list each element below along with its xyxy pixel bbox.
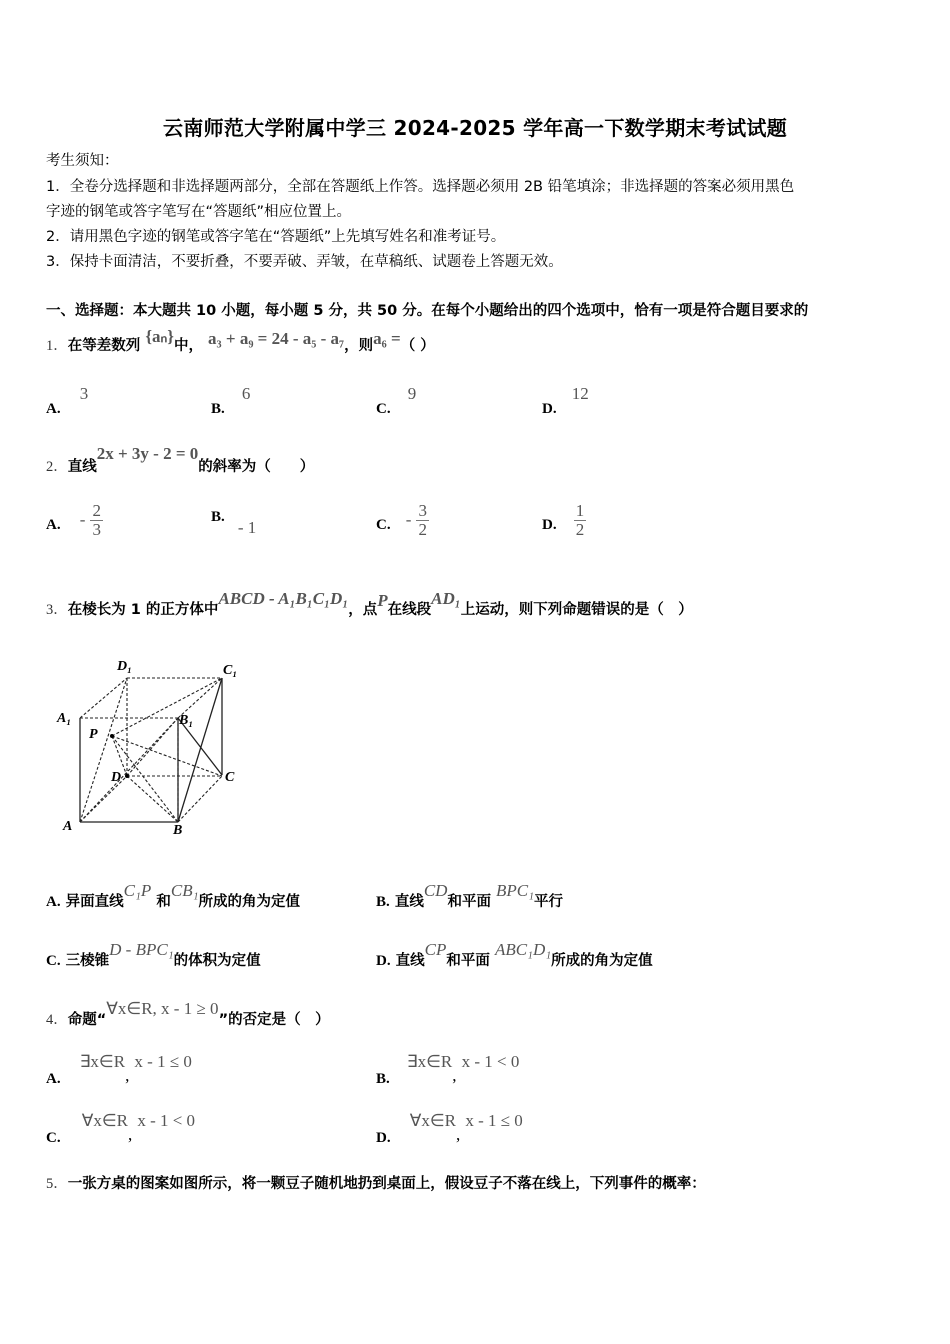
option-text: 和平面 bbox=[447, 894, 491, 910]
question-number: 2． bbox=[46, 459, 68, 475]
option-math: ∃x∈R bbox=[406, 1052, 453, 1071]
option-text: 直线 bbox=[394, 894, 424, 910]
q1-option-d[interactable] bbox=[542, 384, 589, 417]
exam-title: 云南师范大学附属中学三 2024-2025 学年高一下数学期末考试试题 bbox=[162, 116, 788, 140]
option-value: 6 bbox=[241, 384, 251, 403]
question-text: 在棱长为 1 的正方体中 bbox=[67, 602, 219, 618]
option-math: D - BPC₁ bbox=[109, 940, 174, 959]
option-text: 的体积为定值 bbox=[173, 953, 261, 969]
option-letter: B. bbox=[211, 509, 225, 525]
notice-item-1-cont: 字迹的钢笔或答字笔写在“答题纸”相应位置上。 bbox=[46, 204, 352, 220]
q4-option-c[interactable]: C. ∀x∈R, x - 1 < 0 bbox=[46, 1111, 196, 1146]
math-target: a₆ = bbox=[373, 329, 401, 348]
fraction: $\frac{2}{3}$ bbox=[92, 501, 101, 539]
option-text: 和平面 bbox=[446, 953, 490, 969]
q1-option-b[interactable] bbox=[211, 384, 251, 417]
svg-text:D: D bbox=[111, 770, 122, 785]
question-number: 4． bbox=[46, 1012, 68, 1028]
q3-option-a[interactable] bbox=[46, 881, 300, 912]
q3-option-d[interactable] bbox=[376, 940, 653, 971]
option-math: ∀x∈R bbox=[409, 1111, 456, 1130]
q1-option-a[interactable] bbox=[46, 384, 89, 417]
q2-option-c[interactable] bbox=[376, 502, 429, 539]
option-letter: D. bbox=[542, 517, 557, 533]
question-text: 的斜率为（ ） bbox=[198, 459, 315, 475]
question-text: ，点 bbox=[348, 602, 378, 618]
svg-text:P: P bbox=[89, 727, 98, 742]
question-text: 直线 bbox=[67, 459, 97, 475]
option-math: CD bbox=[423, 881, 448, 900]
option-math: x - 1 ≤ 0 bbox=[465, 1111, 523, 1130]
math-proposition: ∀x∈R, x - 1 ≥ 0 bbox=[106, 999, 219, 1018]
option-math: ABC₁D₁ bbox=[494, 940, 552, 959]
option-math: ∃x∈R bbox=[79, 1052, 126, 1071]
option-letter: B. bbox=[376, 1071, 390, 1087]
math-point: P bbox=[377, 591, 388, 610]
question-number: 1． bbox=[46, 338, 68, 354]
fraction: $\frac{1}{2}$ bbox=[575, 501, 585, 539]
notice-item-2: 2．请用黑色字迹的钢笔或答字笔在“答题纸”上先填写姓名和准考证号。 bbox=[46, 229, 506, 245]
option-letter: D. bbox=[376, 1130, 391, 1146]
svg-text:A₁: A₁ bbox=[57, 711, 72, 726]
svg-text:A: A bbox=[63, 819, 73, 834]
svg-text:D₁: D₁ bbox=[117, 659, 132, 674]
option-letter: B. bbox=[376, 894, 390, 910]
svg-text:C₁: C₁ bbox=[223, 663, 238, 678]
option-text: 平行 bbox=[534, 894, 564, 910]
option-letter: C. bbox=[376, 401, 391, 417]
question-text: 在线段 bbox=[387, 602, 432, 618]
option-value: 3 bbox=[79, 384, 89, 403]
option-letter: C. bbox=[46, 1130, 61, 1146]
q2-option-a[interactable] bbox=[46, 502, 103, 539]
q2-option-d[interactable] bbox=[542, 502, 586, 539]
notice-item-1: 1．全卷分选择题和非选择题两部分，全部在答题纸上作答。选择题必须用 2B 铅笔填涂；非选择题的答案必须用黑色 bbox=[46, 179, 795, 195]
option-sign: - bbox=[405, 510, 412, 529]
option-math: CP bbox=[424, 940, 447, 959]
option-math: ∀x∈R bbox=[81, 1111, 128, 1130]
cube-diagram-icon bbox=[55, 650, 255, 840]
answer-blank: （ ） bbox=[400, 338, 435, 354]
fraction: $\frac{3}{2}$ bbox=[418, 501, 427, 539]
option-math: x - 1 ≤ 0 bbox=[134, 1052, 192, 1071]
option-text: 直线 bbox=[395, 953, 425, 969]
question-text: 在等差数列 bbox=[67, 338, 141, 354]
math-line-equation: 2x + 3y - 2 = 0 bbox=[96, 444, 199, 463]
q1-option-c[interactable] bbox=[376, 384, 417, 417]
question-number: 3． bbox=[46, 602, 68, 618]
option-text: 所成的角为定值 bbox=[551, 953, 653, 969]
question-4 bbox=[46, 999, 330, 1030]
math-equation: a₃ + a₉ = 24 - a₅ - a₇ bbox=[208, 329, 345, 348]
option-math: x - 1 < 0 bbox=[461, 1052, 520, 1071]
question-text: 中， bbox=[173, 338, 203, 354]
question-3 bbox=[46, 589, 693, 620]
option-text: 异面直线 bbox=[65, 894, 124, 910]
option-letter: B. bbox=[211, 401, 225, 417]
q3-option-b[interactable] bbox=[376, 881, 564, 912]
option-math: x - 1 < 0 bbox=[137, 1111, 196, 1130]
question-text: 一张方桌的图案如图所示，将一颗豆子随机地扔到桌面上，假设豆子不落在线上，下列事件的概率： bbox=[67, 1176, 706, 1192]
math-cube: ABCD - A₁B₁C₁D₁ bbox=[218, 589, 349, 608]
notice-heading: 考生须知： bbox=[46, 153, 119, 169]
question-1 bbox=[46, 327, 435, 356]
notice-item-3: 3．保持卡面清洁，不要折叠，不要弄破、弄皱，在草稿纸、试题卷上答题无效。 bbox=[46, 254, 563, 270]
svg-text:C: C bbox=[225, 770, 235, 785]
section-heading: 一、选择题：本大题共 10 小题，每小题 5 分，共 50 分。在每个小题给出的四个选项中，恰有一项是符合题目要求的 bbox=[46, 303, 809, 319]
option-text: 和 bbox=[156, 894, 171, 910]
question-text: 命题“ bbox=[67, 1012, 107, 1028]
question-2 bbox=[46, 444, 315, 477]
q2-option-b[interactable] bbox=[211, 502, 257, 537]
option-letter: A. bbox=[46, 401, 61, 417]
option-letter: A. bbox=[46, 1071, 61, 1087]
option-value: 9 bbox=[407, 384, 417, 403]
option-math: BPC₁ bbox=[496, 881, 535, 900]
option-value: 12 bbox=[571, 384, 589, 403]
q4-option-a[interactable]: A. ∃x∈R, x - 1 ≤ 0 bbox=[46, 1052, 192, 1087]
option-text: 三棱锥 bbox=[65, 953, 110, 969]
option-letter: A. bbox=[46, 894, 61, 910]
option-math: C₁P bbox=[123, 881, 152, 900]
option-letter: D. bbox=[542, 401, 557, 417]
question-text: 上运动，则下列命题错误的是（ ） bbox=[460, 602, 693, 618]
svg-text:B₁: B₁ bbox=[179, 713, 194, 728]
option-sign: - bbox=[79, 510, 86, 529]
q4-option-b[interactable]: B. ∃x∈R, x - 1 < 0 bbox=[376, 1052, 520, 1087]
math-segment: AD₁ bbox=[431, 589, 461, 608]
option-value: - 1 bbox=[237, 518, 257, 537]
question-text: ，则 bbox=[344, 338, 374, 354]
question-text: ”的否定是（ ） bbox=[218, 1012, 330, 1028]
cube-figure bbox=[55, 650, 255, 840]
svg-text:B: B bbox=[173, 823, 183, 838]
option-text: 所成的角为定值 bbox=[198, 894, 300, 910]
question-5 bbox=[46, 1174, 706, 1194]
option-letter: C. bbox=[46, 953, 61, 969]
option-letter: D. bbox=[376, 953, 391, 969]
option-letter: A. bbox=[46, 517, 61, 533]
option-math: CB₁ bbox=[170, 881, 199, 900]
option-letter: C. bbox=[376, 517, 391, 533]
q4-option-d[interactable]: D. ∀x∈R, x - 1 ≤ 0 bbox=[376, 1111, 523, 1146]
q3-option-c[interactable] bbox=[46, 940, 261, 971]
question-number: 5． bbox=[46, 1176, 68, 1192]
math-sequence: {aₙ} bbox=[145, 327, 174, 346]
